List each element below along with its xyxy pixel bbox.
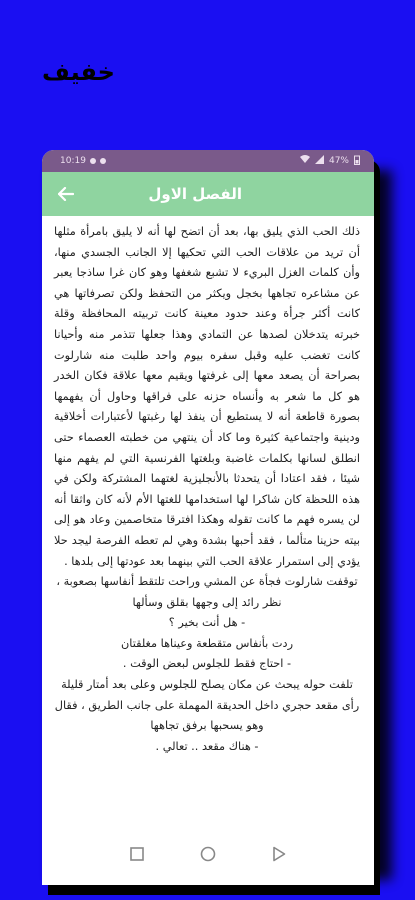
recents-square-icon[interactable] bbox=[125, 842, 149, 866]
headline-text: خفيف bbox=[42, 58, 115, 86]
back-triangle-icon[interactable] bbox=[267, 842, 291, 866]
paragraph: تلفت حوله يبحث عن مكان يصلح للجلوس وعلى بعد أمتار قليلة رأى مقعد حجري داخل الحديقة المهملة على جانب الطريق ، فقال وهو يسحبها برفق تجاهها bbox=[54, 678, 360, 733]
battery-icon bbox=[354, 155, 360, 168]
notification-icon-2 bbox=[100, 158, 106, 164]
app-bar bbox=[42, 172, 374, 216]
paragraph: - هناك مقعد .. تعالي . bbox=[155, 739, 259, 753]
status-bar bbox=[42, 150, 374, 172]
status-right bbox=[300, 155, 360, 168]
paragraph: - هل أنت بخير ؟ bbox=[168, 616, 246, 630]
status-time: 10:19 bbox=[60, 156, 86, 166]
battery-level: 47% bbox=[328, 156, 349, 166]
phone-screen bbox=[42, 150, 374, 885]
home-circle-icon[interactable] bbox=[196, 842, 220, 866]
wifi-icon bbox=[300, 155, 310, 167]
status-left bbox=[60, 156, 106, 166]
chapter-text[interactable] bbox=[42, 216, 374, 829]
system-nav-bar bbox=[42, 823, 374, 885]
paragraph: ردت بأنفاس متقطعة وعيناها مغلقتان bbox=[120, 636, 294, 650]
notification-icon bbox=[90, 158, 96, 164]
paragraph: ذلك الحب الذي يليق بها، بعد أن اتضح لها أنه لا يليق بامرأة مثلها أن تريد من علاقات الحب التي تحكيها إلا الجانب الجسدي منها، وأن كلمات الغزل البريء لا تشبع شغفها وهو كان غرا ساذجا يعبر عن مشاعره تجاهها بخجل ويكثر من التحفظ ولكن تصرفاتها هي كانت أكثر جرأة وعند حدود معينة كانت تربيته المحافظة وقلة خبرته يتدخلان لصدها عن التمادي وهذا جعلها تتذمر منه وأحيانا كانت تغضب عليه وقبل سفره بيوم واحد طلبت منه شارلوت بصراحة أن يصعد معها إلى غرفتها ويقيم معها علاقة فكان الخدر هو كل ما شعر به وأنساه حزنه على فراقها وحاول أن يفهمها بصورة قاطعة أنه لا يستطيع أن ينفذ لها رغبتها لأعتبارات أخلاقية ودينية واجتماعية كثيرة وما كاد أن ينتهي من خطبته العصماء حتى انطلق لسانها بكلمات غاضبة وبلغتها الفرنسية التي لم يفهم منها شيئا ، فقد اعتادا أن يتحدثا بالأنجليزية لغتهما المشتركة ولكن في هذه اللحظة كان شاكرا لها استخدامها للغتها الأم لأنه كان واثقا أنه لن يسره فهم ما كانت تقوله وهكذا افترقا متخاصمين وعاد هو إلى بيته حزينا متألما ، فقد أحبها بشدة وهي لم تعطه الفرصة ليجد حلا يؤدي إلى استمرار علاقة الحب التي بينهما بعد عودتها إلى بلدها . bbox=[54, 225, 360, 568]
signal-icon bbox=[315, 155, 324, 167]
paragraph: - احتاج فقط للجلوس لبعض الوقت . bbox=[122, 657, 292, 671]
back-arrow-icon[interactable] bbox=[56, 184, 76, 204]
paragraph: توقفت شارلوت فجأة عن المشي وراحت تلتقط أنفاسها بصعوبة ، نظر رائد إلى وجهها بقلق وسألها bbox=[56, 575, 358, 609]
chapter-title: الفصل الاول bbox=[148, 185, 242, 203]
